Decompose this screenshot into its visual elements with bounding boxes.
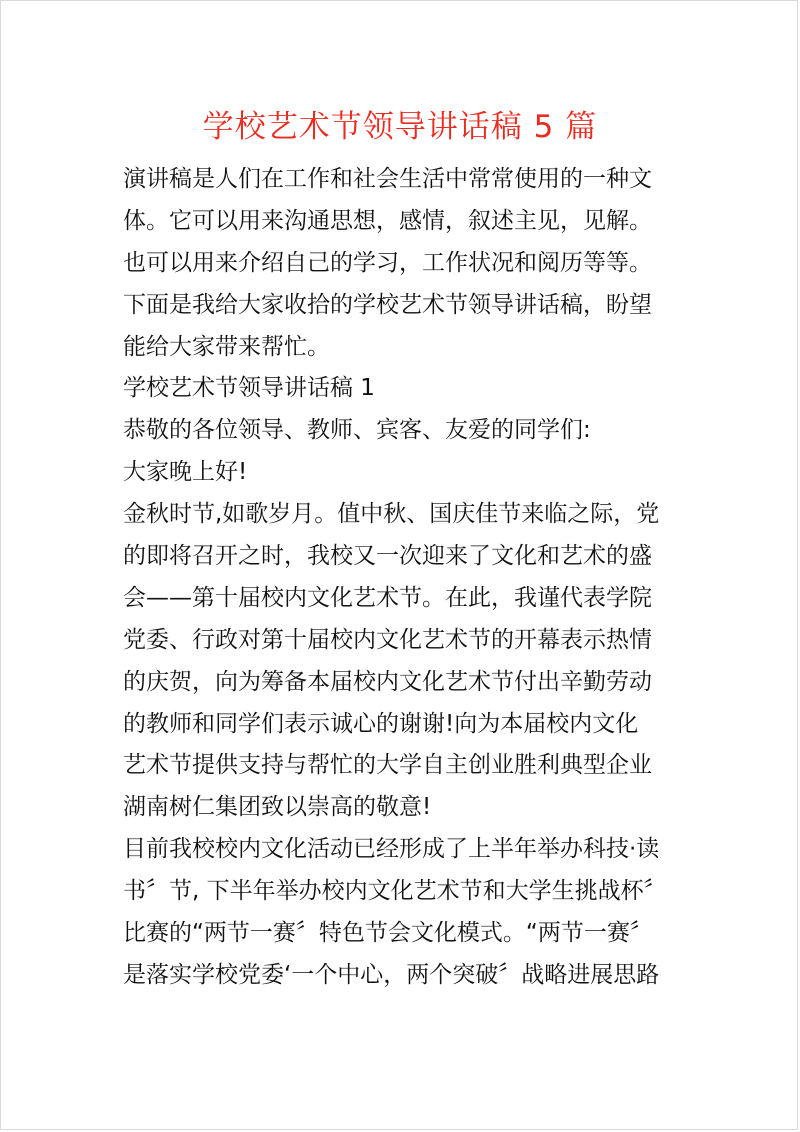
text-line: 能给大家带来帮忙。 [123,333,330,360]
text-line: 比赛的“两节一赛〞特色节会文化模式。“两节一赛〞 [123,920,653,947]
text-line: 湖南树仁集团致以崇高的敬意! [123,794,432,821]
text-line: 会——第十届校内文化艺术节。在此，我谨代表学院 [123,584,652,611]
text-line: 的庆贺，向为筹备本届校内文化艺术节付出辛勤劳动 [123,668,652,695]
text-line: 书〞节, 下半年举办校内文化艺术节和大学生挑战杯〞 [123,878,667,905]
text-line: 演讲稿是人们在工作和社会生活中常常使用的一种文 [123,166,652,192]
text-line: 恭敬的各位领导、教师、宾客、友爱的同学们: [123,417,591,444]
text-line: 也可以用来介绍自己的学习，工作状况和阅历等等。 [123,249,652,276]
text-line: 党委、行政对第十届校内文化艺术节的开幕表示热情 [123,626,652,653]
text-line: 是落实学校党委‘一个中心，两个突破〞战略进展思路 [123,961,660,988]
document-title: 学校艺术节领导讲话稿 5 篇 [202,109,598,145]
text-line: 金秋时节,如歌岁月。值中秋、国庆佳节来临之际，党 [123,501,660,528]
text-line: 大家晚上好! [123,459,248,486]
section-heading: 学校艺术节领导讲话稿 1 [123,375,375,402]
text-line: 下面是我给大家收拾的学校艺术节领导讲话稿，盼望 [123,291,652,318]
text-line: 的即将召开之时，我校又一次迎来了文化和艺术的盛 [123,543,652,570]
text-line: 的教师和同学们表示诚心的谢谢!向为本届校内文化 [123,710,639,737]
text-line: 艺术节提供支持与帮忙的大学自主创业胜利典型企业 [123,752,652,779]
document-body [123,159,695,997]
text-line: 目前我校校内文化活动已经形成了上半年举办科技·读 [123,836,660,863]
text-line: 体。它可以用来沟通思想，感情，叙述主见，见解。 [123,207,652,234]
